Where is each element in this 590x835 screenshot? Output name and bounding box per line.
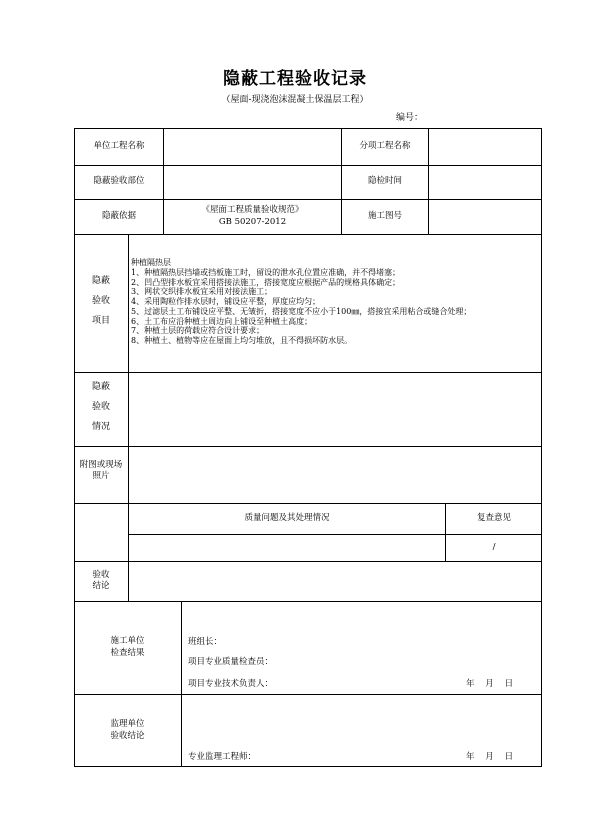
list-item: 8、种植土、植物等应在屋面上均匀堆放，且不得损坏防水层。	[131, 336, 353, 345]
list-item: 种植隔热层	[131, 258, 171, 267]
construction-label-line: 施工单位	[110, 636, 145, 647]
review-opinion-value: /	[492, 542, 496, 553]
location-value[interactable]	[164, 165, 341, 199]
list-item: 6、土工布应沿种植土周边向上铺设至种植土高度；	[131, 316, 313, 326]
unit-project-label: 单位工程名称	[93, 140, 145, 151]
drawing-no-value[interactable]	[429, 199, 542, 234]
items-label-line: 隐蔽	[91, 276, 110, 286]
basis-value	[164, 199, 341, 234]
quality-issues-value[interactable]	[129, 535, 445, 561]
situation-value[interactable]	[129, 373, 542, 446]
list-item: 4、采用陶粒作排水层时，铺设应平整，厚度应均匀；	[131, 297, 321, 306]
inspection-time-label: 隐检时间	[367, 176, 402, 187]
sub-project-value[interactable]	[429, 128, 542, 165]
supervision-engineer-field: 专业监理工程师：	[188, 752, 257, 762]
situation-label-line: 情况	[91, 421, 110, 432]
supervision-label-line: 监理单位	[110, 719, 145, 730]
situation-label-line: 隐蔽	[91, 382, 110, 392]
photo-section-label	[74, 446, 128, 503]
drawing-no-label: 施工图号	[367, 210, 402, 221]
conclusion-value[interactable]	[129, 562, 542, 601]
supervision-label-line: 验收结论	[110, 730, 145, 741]
construction-label-line: 检查结果	[110, 647, 145, 658]
list-item: 1、种植隔热层挡墙或挡板施工时，留设的泄水孔位置应准确，并不得堵塞；	[131, 267, 401, 277]
unit-project-value[interactable]	[164, 128, 341, 165]
situation-label-line: 验收	[91, 401, 110, 412]
construction-date: 年 月 日	[466, 679, 514, 689]
list-item: 3、网状交织排水板宜采用对接法施工；	[131, 287, 273, 297]
location-label: 隐蔽验收部位	[93, 176, 145, 187]
conclusion-label-line: 结论	[92, 581, 110, 591]
sub-project-label: 分项工程名称	[359, 140, 411, 151]
items-label-line: 验收	[91, 295, 110, 306]
row-divider	[74, 234, 542, 235]
team-leader-field: 班组长：	[188, 637, 223, 647]
items-section-label	[74, 272, 128, 331]
list-item: 2、凹凸型排水板宜采用搭接法施工，搭接宽度应根据产品的规格具体确定；	[131, 277, 401, 287]
page-subtitle: （屋面-现浇泡沫混凝土保温层工程）	[221, 95, 369, 105]
supervision-unit-label	[74, 694, 181, 767]
quality-issues-header: 质量问题及其处理情况	[244, 513, 330, 524]
list-item: 5、过滤层土工布铺设应平整、无皱折，搭接宽度不应小于100㎜，搭接宜采用粘合或缝合处理；	[131, 306, 472, 316]
basis-label: 隐蔽依据	[101, 210, 136, 221]
photo-label-line: 附图或现场	[79, 460, 123, 470]
col-divider	[181, 601, 182, 767]
photo-area[interactable]	[129, 447, 542, 503]
review-opinion-header: 复查意见	[476, 513, 511, 524]
conclusion-label-line: 验收	[92, 569, 110, 580]
inspection-time-value[interactable]	[429, 165, 542, 199]
doc-number-label: 编号：	[396, 113, 424, 123]
quality-inspector-field: 项目专业质量检查员：	[188, 657, 274, 667]
construction-unit-label	[74, 601, 181, 694]
inspection-items-list	[131, 258, 541, 346]
conclusion-label	[74, 561, 128, 601]
situation-section-label	[74, 378, 128, 437]
items-label-line: 项目	[91, 315, 110, 326]
photo-label-line: 照片	[92, 471, 110, 482]
basis-standard-code: GB 50207-2012	[218, 216, 287, 227]
page-title: 隐蔽工程验收记录	[223, 69, 367, 89]
supervision-date: 年 月 日	[466, 752, 514, 762]
list-item: 7、种植土层的荷载应符合设计要求；	[131, 326, 265, 336]
basis-standard-name: 《屋面工程质量验收规范》	[201, 205, 304, 216]
tech-manager-field: 项目专业技术负责人：	[188, 679, 274, 689]
